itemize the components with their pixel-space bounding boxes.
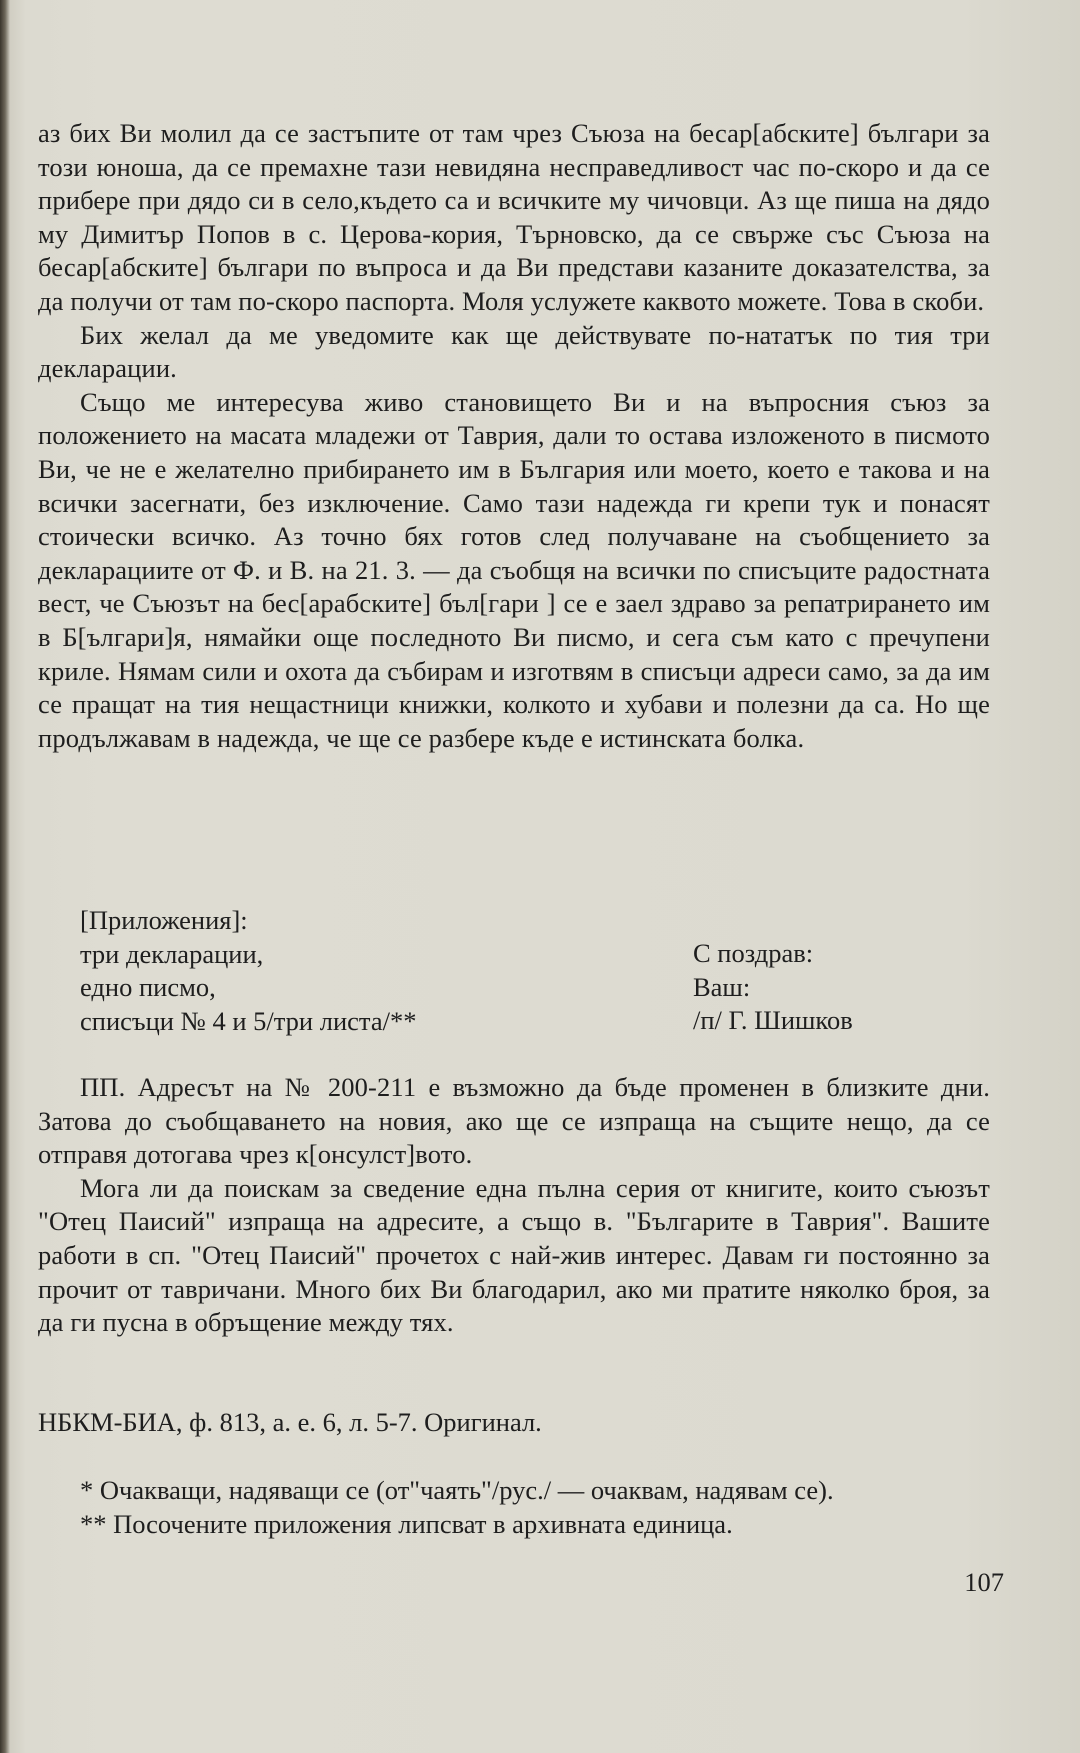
footnotes — [80, 1474, 1000, 1541]
paragraph: аз бих Ви молил да се застъпите от там чрез Съюза на бесар[абските] българи за този юноша, да се премахне тази невидяна несправедливост час по-скоро и да се прибере при дядо си в село,където са и всичките му чичовци. Аз ще пиша на дядо му Димитър Попов в с. Церова-кория, Търновско, да се свърже със Съюза на бесар[абските] българи по въпроса и да Ви представи казаните доказателства, за да получи от там по-скоро паспорта. Моля услужете каквото можете. Това в скоби. — [38, 118, 990, 316]
signature: /п/ Г. Шишков — [693, 1005, 853, 1036]
attachment-item: списъци № 4 и 5/три листа/** — [80, 1005, 417, 1036]
attachment-item: едно писмо, — [80, 972, 216, 1003]
letter-closing — [693, 937, 993, 1038]
footnote: ** Посочените приложения липсват в архивната единица. — [80, 1508, 733, 1539]
letter-body-top — [38, 117, 990, 755]
attachment-item: три декларации, — [80, 938, 264, 969]
closing-greeting: С поздрав: — [693, 938, 814, 968]
paragraph: ПП. Адресът на № 200-211 е възможно да бъде променен в близките дни. Затова до съобщаването на новия, ако ще се изпраща на същите нещо, да се отправя дотогава чрез к[онсулст]вото. — [38, 1072, 990, 1170]
closing-yours: Ваш: — [693, 971, 751, 1002]
attachments-heading: [Приложения]: — [80, 905, 248, 935]
paragraph: Мога ли да поискам за сведение една пълна серия от книгите, които съюзът "Отец Паисий" изпраща на адресите, а също в. "Българите в Таврия". Вашите работи в сп. "Отец Паисий" прочетох с най-жив интерес. Давам ги постоянно за прочит от тавричани. Много бих Ви благодарил, ако ми пратите няколко броя, за да ги пусна в обръщение между тях. — [38, 1172, 990, 1338]
paragraph: Бих желал да ме уведомите как ще действувате по-нататък по тия три декларации. — [38, 319, 990, 384]
paragraph: Също ме интересува живо становището Ви и на въпросния съюз за положението на масата младежи от Таврия, дали то остава изложеното в писмото Ви, че не е желателно прибирането им в България или моето, което е такова и на всички засегнати, без изключение. Само тази надежда ги крепи тук и понасят стоически всичко. Аз точно бях готов след получаване на съобщението за декларациите от Ф. и В. на 21. 3. — да съобщя на всички по списъците радостната вест, че Съюзът на бес[арабските] бъл[гари ] се е заел здраво за репатрирането им в Б[ългари]я, нямайки още последното Ви писмо, и сега съм като с пречупени криле. Нямам сили и охота да събирам и изготвям в списъци адреси само, за да им се пращат на тия нещастници книжки, колкото и хубави и полезни да са. Но ще продължавам в надежда, че ще се разбере къде е истинската болка. — [38, 386, 990, 753]
footnote: * Очакващи, надяващи се (от"чаять"/рус./ — очаквам, надявам се). — [80, 1475, 834, 1505]
archive-source: НБКМ-БИА, ф. 813, а. е. 6, л. 5-7. Оригинал. — [38, 1407, 542, 1437]
attachments-list — [80, 904, 640, 1038]
postscript — [38, 1071, 990, 1340]
page-number: 107 — [964, 1567, 1004, 1597]
book-spine-shadow — [0, 0, 10, 1753]
